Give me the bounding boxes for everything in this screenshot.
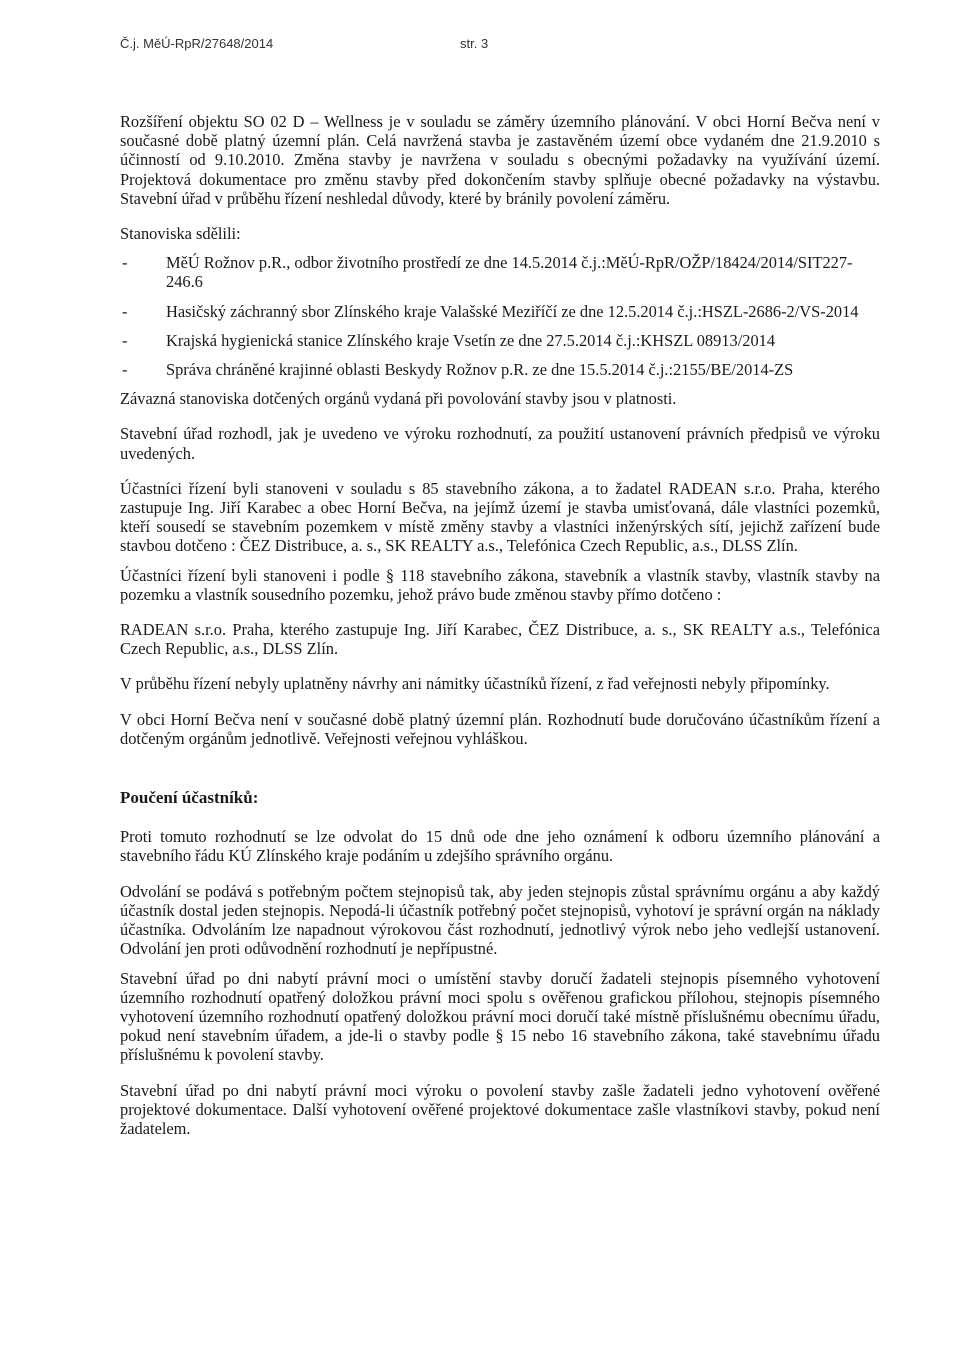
paragraph-no-objections: V průběhu řízení nebyly uplatněny návrhy ani námitky účastníků řízení, z řad veřejnosti nebyly připomínky. bbox=[120, 674, 830, 694]
paragraph-participants-85: Účastníci řízení byli stanoveni v souladu s 85 stavebního zákona, a to žadatel RADEAN s.r.o. Praha, kterého zastupuje Ing. Jiří Karabec a obec Horní Bečva, na jejímž území je stavba umisťovaná, dále vlastníci pozemků, kteří sousedí se stavebním pozemkem v místě změny stavby a vlastníci inženýrských sítí, jejichž zařízení bude stavbou dotčeno : ČEZ Distribuce, a. s., SK REALTY a.s., Telefónica Czech Republic, a.s., DLSS Zlín. bbox=[120, 478, 880, 556]
opinions-intro: Stanoviska sdělili: bbox=[120, 224, 241, 244]
list-dash: - bbox=[122, 253, 128, 273]
paragraph-zoning-compliance: Rozšíření objektu SO 02 D – Wellness je v souladu se záměry územního plánování. V obci Horní Bečva není v současné době platný územní plán. Celá navržená stavba je zastavěném území obce vydaném dne 21.9.2010 s účinností od 9.10.2010. Změna stavby je navržena v souladu s obecnými požadavky na využívání území. Projektová dokumentace pro změnu stavby před dokončením stavby splňuje obecné požadavky na výstavbu. Stavební úřad v průběhu řízení neshledal důvody, které by bránily povolení záměru. bbox=[120, 112, 880, 208]
page-number: str. 3 bbox=[460, 36, 489, 51]
paragraph-participants-118: Účastníci řízení byli stanoveni i podle § 118 stavebního zákona, stavebník a vlastník stavby, vlastník stavby na pozemku a vlastník sousedního pozemku, jehož právo bude změnou stavby přímo dotčeno : bbox=[120, 565, 880, 604]
document-body bbox=[120, 112, 880, 1138]
opinion-text: Krajská hygienická stanice Zlínského kraje Vsetín ze dne 27.5.2014 č.j.:KHSZL 08913/2014 bbox=[166, 330, 776, 350]
list-dash: - bbox=[122, 301, 128, 321]
paragraph-participants-list: RADEAN s.r.o. Praha, kterého zastupuje Ing. Jiří Karabec, ČEZ Distribuce, a. s., SK REALTY a.s., Telefónica Czech Republic, a.s., DLSS Zlín. bbox=[120, 620, 880, 659]
paragraph-delivery: V obci Horní Bečva není v současné době platný územní plán. Rozhodnutí bude doručováno účastníkům řízení a dotčeným orgánům jednotlivě. Veřejnosti veřejnou vyhláškou. bbox=[120, 709, 880, 748]
list-item bbox=[120, 360, 880, 379]
list-item bbox=[120, 302, 880, 321]
list-dash: - bbox=[122, 360, 128, 380]
paragraph-legal-force: Stavební úřad po dni nabytí právní moci o umístění stavby doručí žadateli stejnopis písemného vyhotovení územního rozhodnutí opatřený doložkou právní moci spolu s ověřenou grafickou přílohou, stejnopis písemného vyhotovení územního rozhodnutí opatřený doložkou právní moci doručí také místně příslušnému obecnímu úřadu, pokud není stavebním úřadem, a jde-li o stavby podle § 15 nebo 16 stavebního zákona, také stavebnímu úřadu příslušnému k povolení stavby. bbox=[120, 968, 880, 1065]
list-dash: - bbox=[122, 330, 128, 350]
instruction-heading: Poučení účastníků: bbox=[120, 788, 259, 808]
paragraph-binding-opinions: Závazná stanoviska dotčených orgánů vydaná při povolování stavby jsou v platnosti. bbox=[120, 389, 677, 409]
paragraph-decision: Stavební úřad rozhodl, jak je uvedeno ve výroku rozhodnutí, za použití ustanovení právních předpisů ve výroku uvedených. bbox=[120, 424, 880, 463]
list-item bbox=[120, 331, 880, 350]
paragraph-project-documentation: Stavební úřad po dni nabytí právní moci výroku o povolení stavby zašle žadateli jedno vyhotovení ověřené projektové dokumentace. Další vyhotovení ověřené projektové dokumentace zašle vlastníkovi stavby, pokud není žadatelem. bbox=[120, 1080, 880, 1138]
opinions-list bbox=[120, 253, 880, 379]
paragraph-appeal: Proti tomuto rozhodnutí se lze odvolat do 15 dnů ode dne jeho oznámení k odboru územního plánování a stavebního řádu KÚ Zlínského kraje podáním u zdejšího správního orgánu. bbox=[120, 827, 880, 866]
opinion-text: Hasičský záchranný sbor Zlínského kraje Valašské Meziříčí ze dne 12.5.2014 č.j.:HSZL-2686-2/VS-2014 bbox=[166, 301, 859, 321]
opinion-text: Správa chráněné krajinné oblasti Beskydy Rožnov p.R. ze dne 15.5.2014 č.j.:2155/BE/2014-ZS bbox=[166, 360, 794, 380]
list-item bbox=[120, 253, 880, 291]
reference-number: Č.j. MěÚ-RpR/27648/2014 bbox=[120, 36, 274, 51]
opinion-text: MěÚ Rožnov p.R., odbor životního prostředí ze dne 14.5.2014 č.j.:MěÚ-RpR/OŽP/18424/2014/SIT227-246.6 bbox=[166, 253, 853, 292]
paragraph-appeal-copies: Odvolání se podává s potřebným počtem stejnopisů tak, aby jeden stejnopis zůstal správnímu orgánu a aby každý účastník dostal jeden stejnopis. Nepodá-li účastník potřebný počet stejnopisů, vyhotoví je správní orgán na náklady účastníka. Odvoláním lze napadnout výrokovou část rozhodnutí, jednotlivý výrok nebo jeho vedlejší ustanovení. Odvolání jen proti odůvodnění rozhodnutí je nepřípustné. bbox=[120, 881, 880, 959]
